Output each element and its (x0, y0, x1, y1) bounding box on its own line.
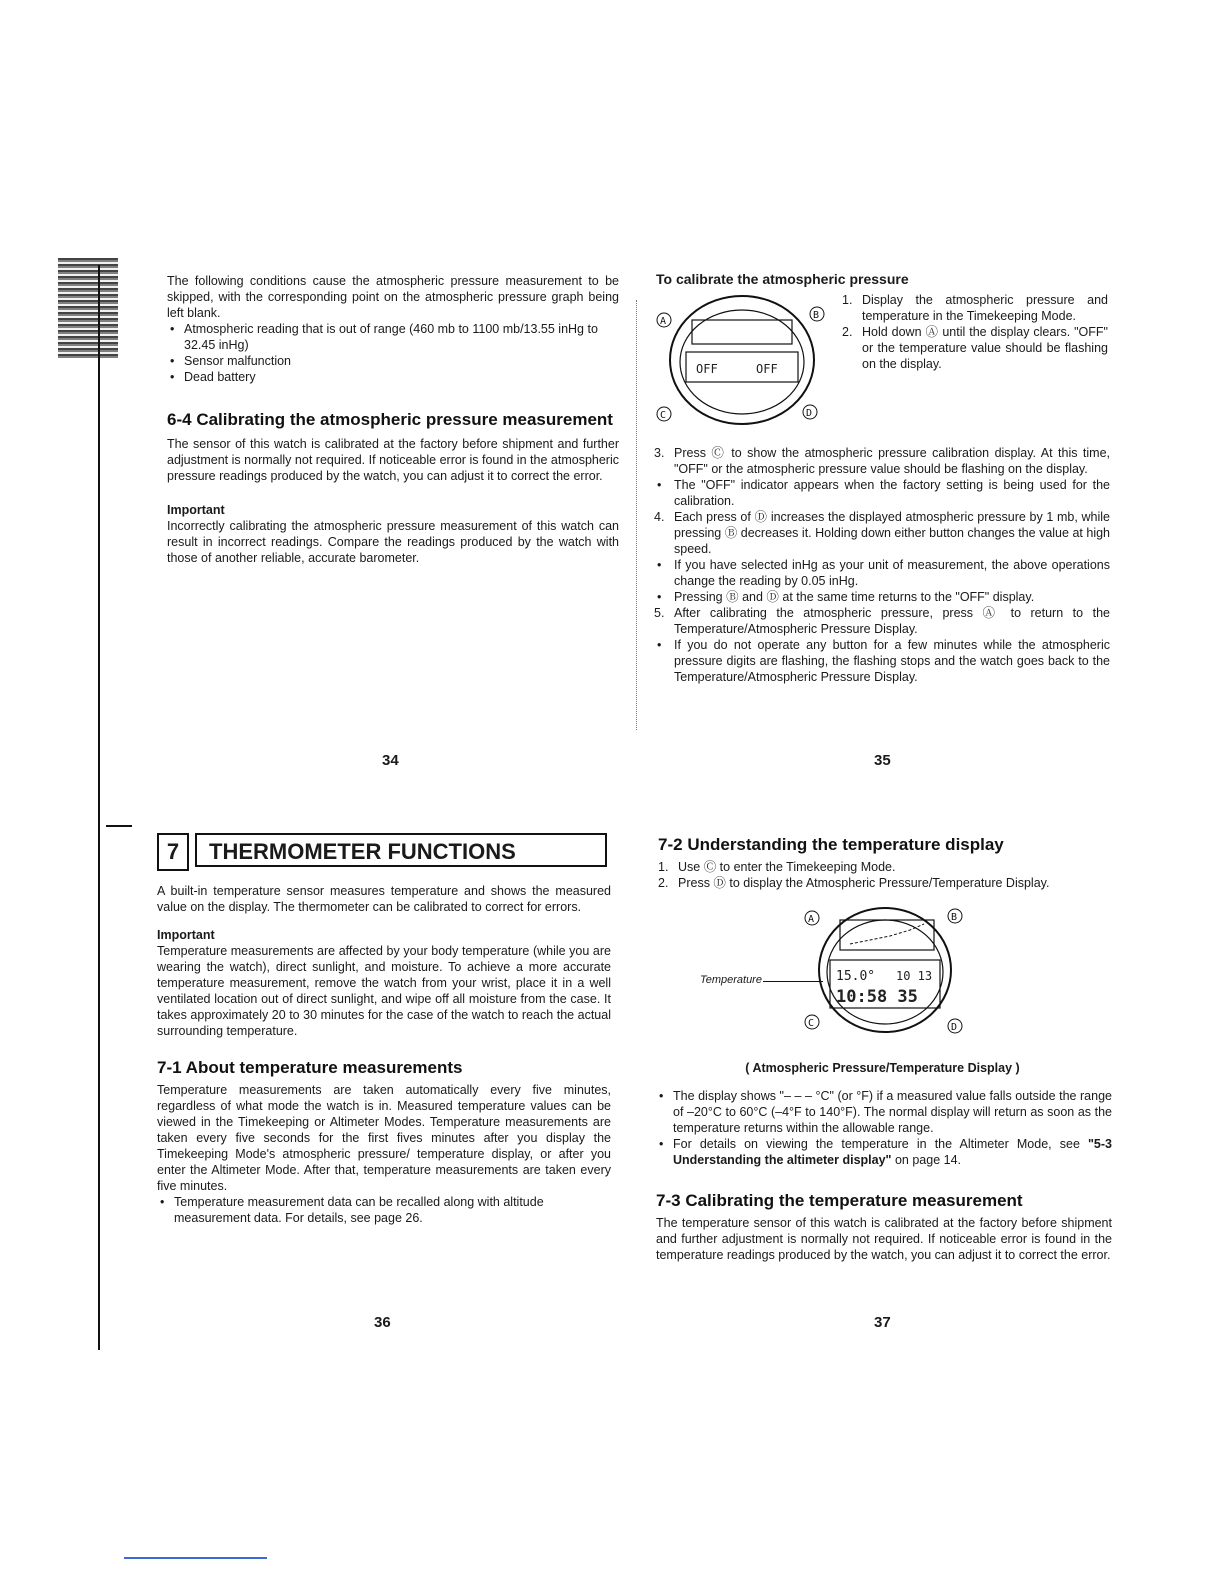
section-title: Calibrating the temperature measurement (685, 1191, 1023, 1210)
list-item: • The display shows "– – – °C" (or °F) if a measured value falls outside the range of –20°C to 60°C (–4°F to 140°F). The normal display will return as soon as the temperature returns within the allowable range. (656, 1088, 1112, 1136)
section-title: About temperature measurements (185, 1058, 463, 1077)
calibration-steps-3-5 (654, 445, 1110, 477)
temperature-callout-label: Temperature (700, 974, 762, 986)
bullet-text: on page 14. (891, 1153, 961, 1167)
list-item: • Sensor malfunction (167, 353, 619, 369)
step-text: After calibrating the atmospheric pressure, press Ⓐ to return to the Temperature/Atmospheric Pressure Display. (674, 606, 1110, 636)
list-item (842, 324, 1108, 372)
list-item (656, 1136, 1112, 1168)
section-number: 6-4 (167, 410, 192, 429)
important-label: Important (157, 928, 215, 942)
procedure-title: To calibrate the atmospheric pressure (656, 271, 909, 287)
lcd-temperature-readout: 15.0° (836, 969, 876, 984)
calibration-steps-1-2 (842, 292, 1108, 372)
note-list (654, 637, 1110, 685)
lcd-right-readout: OFF (756, 362, 778, 376)
watch-button-a: A (808, 914, 815, 925)
list-item: • The "OFF" indicator appears when the factory setting is being used for the calibration. (654, 477, 1110, 509)
page-37-top (658, 834, 1112, 891)
bullet-text: For details on viewing the temperature in the Altimeter Mode, see (673, 1137, 1088, 1151)
step-text: Press Ⓓ to display the Atmospheric Pressure/Temperature Display. (678, 876, 1050, 890)
watch-button-b: B (813, 310, 820, 321)
section-title: Understanding the temperature display (687, 835, 1004, 854)
list-item (842, 292, 1108, 324)
figure-caption: ( Atmospheric Pressure/Temperature Display ) (745, 1061, 1020, 1075)
list-item (654, 605, 1110, 637)
page-35-steps-top (842, 292, 1108, 372)
margin-tick (106, 825, 132, 827)
lcd-left-readout: OFF (696, 362, 718, 376)
section-title: Calibrating the atmospheric pressure measurement (196, 410, 613, 429)
lcd-time-readout: 10:58 35 (836, 987, 918, 1007)
list-item: • Dead battery (167, 369, 619, 385)
temperature-calibration-body: The temperature sensor of this watch is calibrated at the factory before shipment and further adjustment is normally not required. If noticeable error is found in the temperature readings produced by the watch, you can adjust it to correct the error. (656, 1216, 1112, 1262)
list-item (658, 875, 1112, 891)
step-number: 2. (842, 325, 853, 339)
temperature-measurement-body: Temperature measurements are taken automatically every five minutes, regardless of what mode the watch is in. Measured temperature values can be viewed in the Timekeeping or Altimeter Modes. Temperature measurements are taken every five seconds for the first fives minutes after you display the Timekeeping Mode's atmospheric pressure/ temperature display, or after you enter the Altimeter Mode. After that, temperature measurements are taken every five minutes. (157, 1083, 611, 1193)
margin-line (98, 265, 100, 1350)
watch-button-a: A (660, 316, 667, 327)
section-heading-6-4 (167, 409, 619, 430)
page-34 (167, 273, 619, 566)
calibration-step-5 (654, 605, 1110, 637)
step-text: Each press of Ⓓ increases the displayed atmospheric pressure by 1 mb, while pressing Ⓑ decreases it. Holding down either button changes the value at high speed. (674, 510, 1110, 556)
watch-button-d: D (951, 1022, 958, 1033)
watch-button-b: B (951, 912, 958, 923)
important-text: Temperature measurements are affected by your body temperature (while you are wearing the watch), direct sunlight, and moisture. To achieve a more accurate temperature measurement, remove the watch from your wrist, place it in a well ventilated location out of direct sunlight, and wipe off all moisture from the case. It takes approximately 20 to 30 minutes for the case of the watch to reach the actual surrounding temperature. (157, 944, 611, 1038)
step-number: 3. (654, 446, 665, 460)
bottom-blue-bar (124, 1557, 267, 1559)
chapter-heading (157, 833, 611, 870)
section-number: 7-2 (658, 835, 683, 854)
calibration-body: The sensor of this watch is calibrated at the factory before shipment and further adjustment is normally not required. If noticeable error is found in the atmospheric pressure readings produced by the watch, you can adjust it to correct the error. (167, 437, 619, 483)
watch-button-d: D (806, 408, 813, 419)
list-item (654, 509, 1110, 557)
watch-button-c: C (808, 1018, 815, 1029)
note-list (157, 1194, 611, 1226)
display-steps (658, 859, 1112, 891)
step-number: 5. (654, 606, 665, 620)
watch-illustration-calibration (652, 290, 832, 430)
skip-conditions-intro: The following conditions cause the atmospheric pressure measurement to be skipped, with the corresponding point on the atmospheric pressure graph being left blank. (167, 274, 619, 320)
page-number-35: 35 (874, 752, 891, 769)
calibration-step-4 (654, 509, 1110, 557)
step-number: 4. (654, 510, 665, 524)
note-list (654, 557, 1110, 605)
thermometer-intro: A built-in temperature sensor measures temperature and shows the measured value on the display. The thermometer can be calibrated to correct for errors. (157, 884, 611, 914)
page-number-36: 36 (374, 1314, 391, 1331)
note-list (654, 477, 1110, 509)
step-text: Display the atmospheric pressure and temperature in the Timekeeping Mode. (862, 293, 1108, 323)
page-37-bottom (656, 1088, 1112, 1263)
list-item: • Temperature measurement data can be recalled along with altitude measurement data. For details, see page 26. (157, 1194, 611, 1226)
skip-conditions-list (167, 321, 619, 385)
step-text: Use Ⓒ to enter the Timekeeping Mode. (678, 860, 896, 874)
scan-binding-shadow (58, 258, 118, 358)
list-item: • Pressing Ⓑ and Ⓓ at the same time returns to the "OFF" display. (654, 589, 1110, 605)
step-number: 2. (658, 876, 669, 890)
section-heading-7-1 (157, 1057, 611, 1078)
page-35-title (656, 271, 1116, 287)
cross-reference: "5-3 Understanding the altimeter display" (673, 1137, 1112, 1167)
page-36 (157, 883, 611, 1226)
list-item (658, 859, 1112, 875)
important-label: Important (167, 503, 225, 517)
center-dotted-divider (636, 300, 637, 730)
list-item: • If you do not operate any button for a few minutes while the atmospheric pressure digits are flashing, the flashing stops and the watch goes back to the Temperature/Atmospheric Pressure Display. (654, 637, 1110, 685)
section-heading-7-3 (656, 1190, 1112, 1211)
lcd-small-readout: 10 13 (896, 969, 933, 983)
section-number: 7-1 (157, 1058, 182, 1077)
step-number: 1. (842, 293, 853, 307)
page-number-37: 37 (874, 1314, 891, 1331)
step-text: Hold down Ⓐ until the display clears. "OFF" or the temperature value should be flashing on the display. (862, 325, 1108, 371)
list-item: • If you have selected inHg as your unit of measurement, the above operations change the reading by 0.05 inHg. (654, 557, 1110, 589)
watch-illustration-temperature (800, 900, 970, 1040)
section-number: 7-3 (656, 1191, 681, 1210)
step-text: Press Ⓒ to show the atmospheric pressure calibration display. At this time, "OFF" or the atmospheric pressure value should be flashing on the display. (674, 446, 1110, 476)
page-35-steps (654, 445, 1110, 685)
step-number: 1. (658, 860, 669, 874)
note-list (656, 1088, 1112, 1168)
page-number-34: 34 (382, 752, 399, 769)
section-heading-7-2 (658, 834, 1112, 855)
important-text: Incorrectly calibrating the atmospheric pressure measurement of this watch can result in incorrect readings. Compare the readings produced by the watch with those of another reliable, accurate barometer. (167, 519, 619, 565)
watch-button-c: C (660, 410, 667, 421)
chapter-number: 7 (157, 833, 189, 871)
list-item: • Atmospheric reading that is out of range (460 mb to 1100 mb/13.55 inHg to 32.45 inHg) (167, 321, 619, 353)
chapter-title: THERMOMETER FUNCTIONS (195, 833, 607, 867)
list-item (654, 445, 1110, 477)
